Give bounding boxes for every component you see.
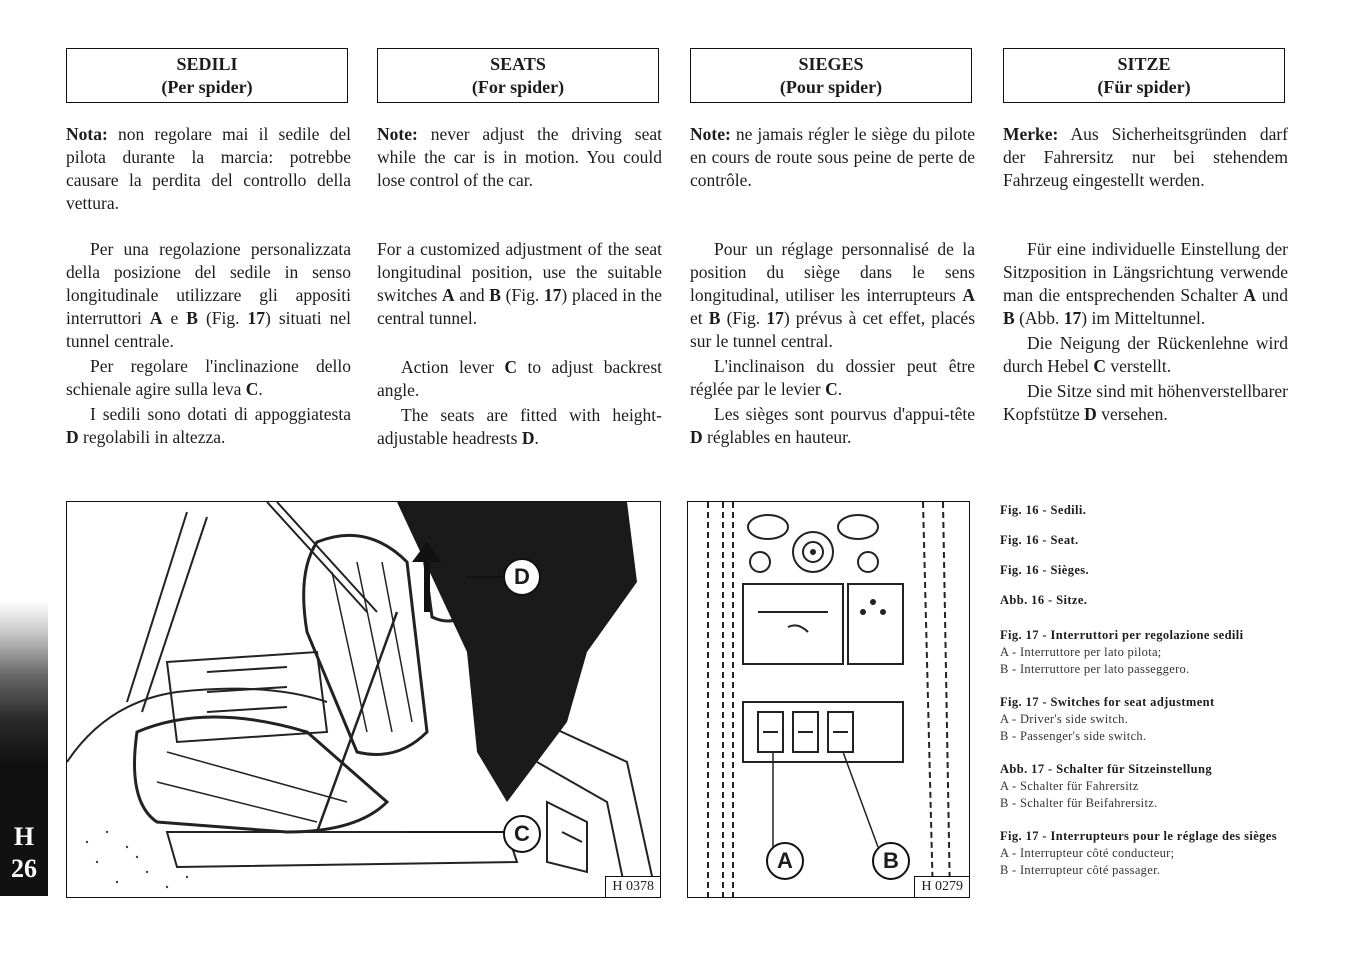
seat-line-drawing (67, 502, 661, 898)
caption-line: Fig. 16 - Sedili. (1000, 503, 1087, 517)
note-it (66, 123, 351, 215)
header-title: SEDILI (176, 54, 238, 74)
header-box-it (66, 48, 348, 103)
figure-console-illustration (687, 501, 970, 898)
body-it (66, 238, 351, 451)
header-subtitle: (Per spider) (161, 77, 253, 97)
caption-title: Fig. 17 - Interruttori per regolazione sedili (1000, 628, 1244, 642)
header-subtitle: (For spider) (471, 77, 565, 97)
header-title: SITZE (1117, 54, 1171, 74)
body-en (377, 238, 662, 452)
header-subtitle: (Pour spider) (779, 77, 883, 97)
page-section-tab (0, 600, 48, 896)
note-fr (690, 123, 975, 192)
header-box-de (1003, 48, 1285, 103)
paragraph-headrest: The seats are fitted with height-adjustable headrests D. (377, 405, 662, 448)
note-text: non regolare mai il sedile del pilota durante la marcia: potrebbe causare la perdita del controllo della vettura. (66, 124, 351, 213)
paragraph-lever: Action lever C to adjust backrest angle. (377, 357, 662, 400)
caption-line: Abb. 16 - Sitze. (1000, 593, 1088, 607)
caption-title: Fig. 17 - Interrupteurs pour le réglage des sièges (1000, 829, 1278, 843)
paragraph-headrest: Les sièges sont pourvus d'appui-tête D réglables en hauteur. (690, 404, 975, 447)
header-subtitle: (Für spider) (1097, 77, 1191, 97)
caption-title: Fig. 17 - Switches for seat adjustment (1000, 695, 1215, 709)
header-title: SEATS (490, 54, 546, 74)
note-de (1003, 123, 1288, 192)
caption-item: A - Interrupteur côté conducteur; (1000, 846, 1175, 860)
caption-line: Fig. 16 - Seat. (1000, 533, 1079, 547)
body-de (1003, 238, 1288, 428)
caption-item: B - Interrupteur côté passager. (1000, 863, 1161, 877)
caption-fig17 (1000, 627, 1292, 879)
caption-item: A - Driver's side switch. (1000, 712, 1129, 726)
caption-fig16 (1000, 502, 1292, 609)
label-d-callout: D (503, 558, 541, 596)
caption-item: B - Interruttore per lato passeggero. (1000, 662, 1190, 676)
paragraph-lever: Per regolare l'inclinazione dello schienale agire sulla leva C. (66, 356, 351, 399)
caption-item: A - Schalter für Fahrersitz (1000, 779, 1139, 793)
note-text: never adjust the driving seat while the car is in motion. You could lose control of the car. (377, 124, 662, 190)
section-letter: H (13, 822, 35, 851)
paragraph-lever: L'inclinaison du dossier peut être réglée par le levier C. (690, 356, 975, 399)
paragraph-switches: Für eine individuelle Einstellung der Sitzposition in Längsrichtung verwende man die entsprechenden Schalter A und B (Abb. 17) im Mitteltunnel. (1003, 239, 1288, 328)
label-a-callout: A (766, 842, 804, 880)
paragraph-headrest: Die Sitze sind mit höhenverstellbarer Kopfstütze D versehen. (1003, 381, 1288, 424)
paragraph-lever: Die Neigung der Rückenlehne wird durch Hebel C verstellt. (1003, 333, 1288, 376)
note-en (377, 123, 662, 192)
figure-code: H 0279 (914, 876, 969, 897)
note-text: Aus Sicherheitsgründen darf der Fahrersitz nur bei stehendem Fahrzeug eingestellt werden. (1003, 124, 1288, 190)
header-box-fr (690, 48, 972, 103)
header-title: SIEGES (798, 54, 864, 74)
figure-seat-illustration (66, 501, 661, 898)
label-b-callout: B (872, 842, 910, 880)
paragraph-headrest: I sedili sono dotati di appoggiatesta D regolabili in altezza. (66, 404, 351, 447)
note-label: Note: (377, 124, 418, 144)
caption-item: B - Schalter für Beifahrersitz. (1000, 796, 1158, 810)
note-label: Note: (690, 124, 731, 144)
note-label: Nota: (66, 124, 108, 144)
figure-code: H 0378 (605, 876, 660, 897)
paragraph-switches: For a customized adjustment of the seat longitudinal position, use the suitable switches A and B (Fig. 17) placed in the central tunnel. (377, 239, 662, 328)
body-fr (690, 238, 975, 451)
header-box-en (377, 48, 659, 103)
note-text: ne jamais régler le siège du pilote en cours de route sous peine de perte de contrôle. (690, 124, 975, 190)
label-c-callout: C (503, 815, 541, 853)
caption-item: B - Passenger's side switch. (1000, 729, 1147, 743)
caption-item: A - Interruttore per lato pilota; (1000, 645, 1162, 659)
caption-line: Fig. 16 - Sièges. (1000, 563, 1090, 577)
paragraph-switches: Pour un réglage personnalisé de la position du siège dans le sens longitudinal, utiliser les interrupteurs A et B (Fig. 17) prévus à cet effet, placés sur le tunnel central. (690, 239, 975, 351)
page-number: 26 (11, 854, 37, 883)
paragraph-switches: Per una regolazione personalizzata della posizione del sedile in senso longitudinale utilizzare gli appositi interruttori A e B (Fig. 17) situati nel tunnel centrale. (66, 239, 351, 351)
console-line-drawing (688, 502, 970, 898)
note-label: Merke: (1003, 124, 1059, 144)
caption-title: Abb. 17 - Schalter für Sitzeinstellung (1000, 762, 1212, 776)
